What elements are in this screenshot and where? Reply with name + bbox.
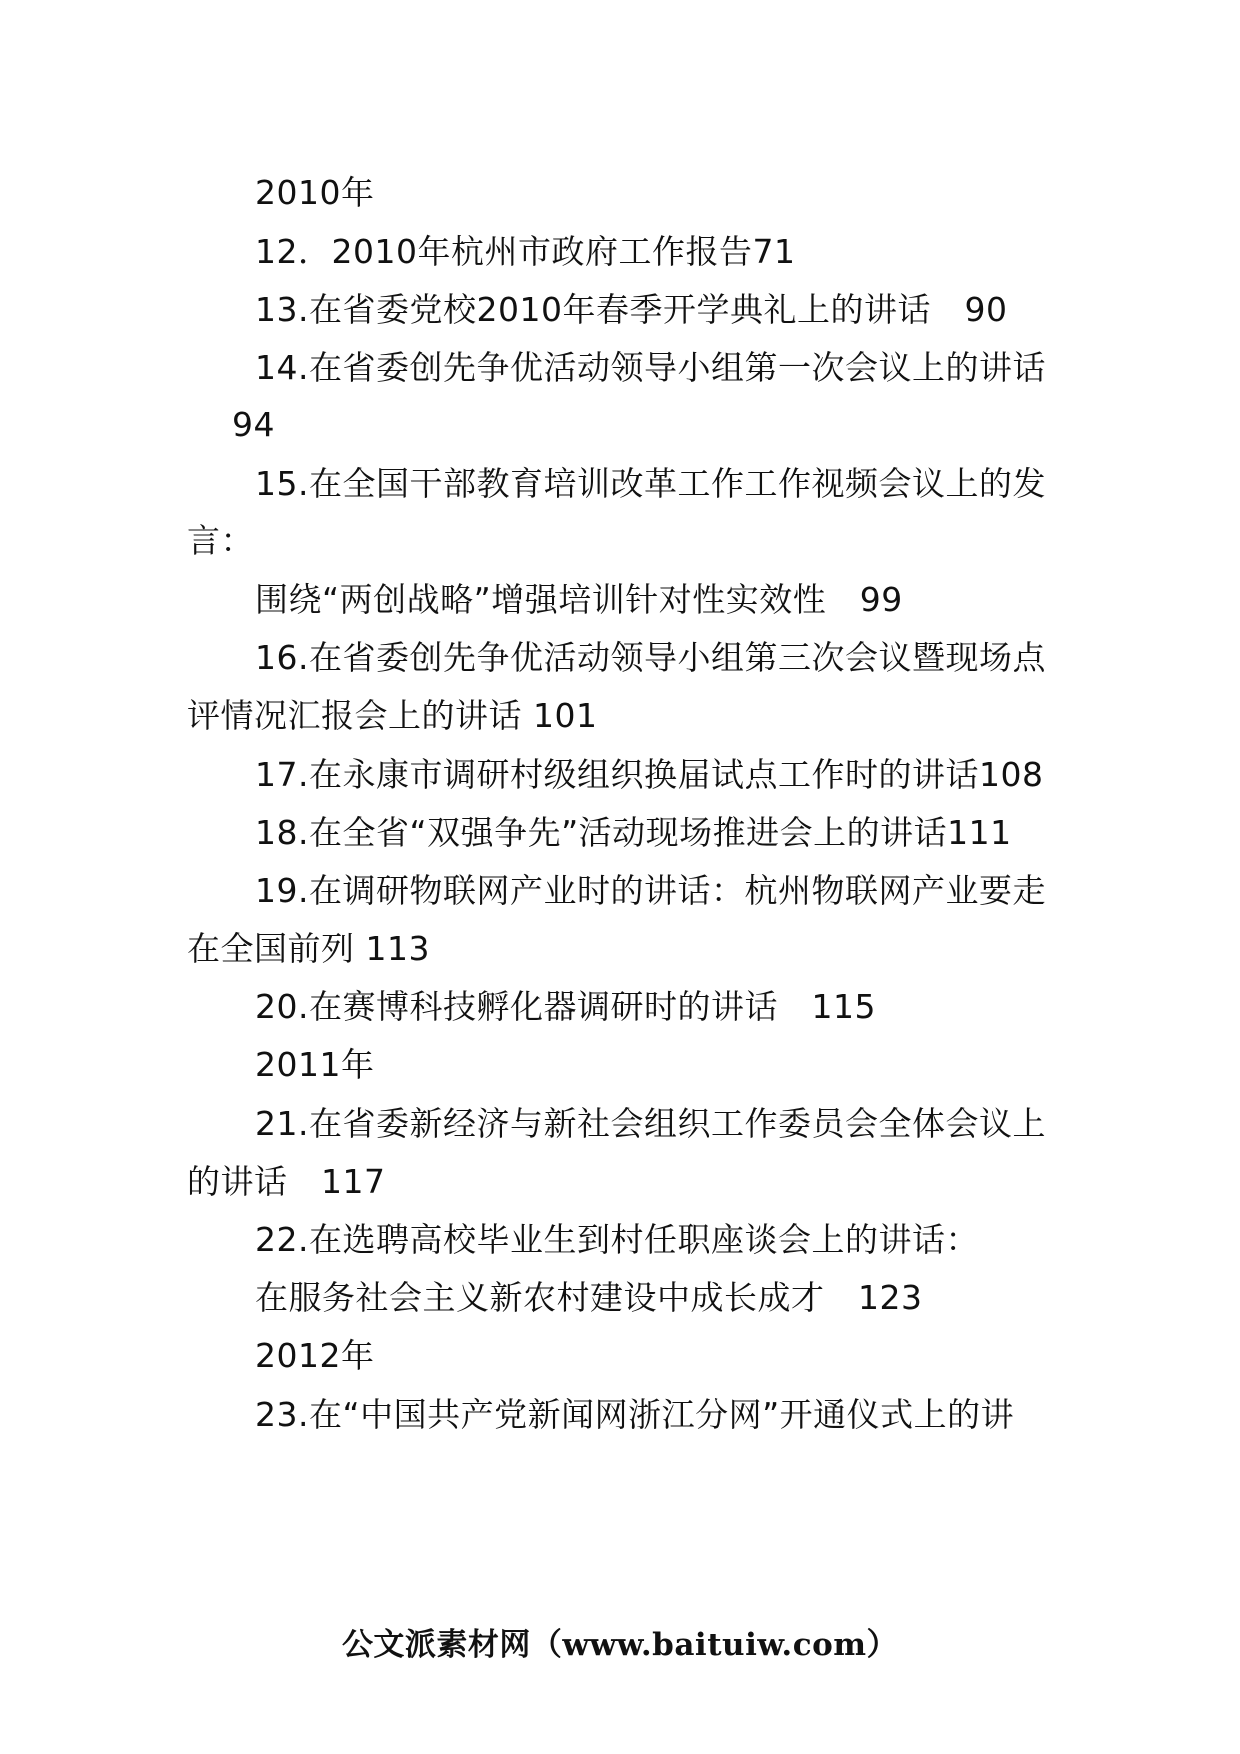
toc-entry-continuation: 评情况汇报会上的讲话 101 <box>187 696 598 735</box>
toc-entry: 15.在全国干部教育培训改革工作工作视频会议上的发 <box>255 464 1046 503</box>
toc-entry-continuation: 言： <box>187 521 254 560</box>
toc-entry-continuation: 在全国前列 113 <box>187 929 430 968</box>
toc-entry: 21.在省委新经济与新社会组织工作委员会全体会议上 <box>255 1104 1046 1143</box>
toc-entry: 19.在调研物联网产业时的讲话：杭州物联网产业要走 <box>255 871 1046 910</box>
toc-entry: 23.在“中国共产党新闻网浙江分网”开通仪式上的讲 <box>255 1395 1015 1434</box>
page-footer-watermark: 公文派素材网（www.baituiw.com） <box>341 1627 899 1663</box>
toc-year-heading: 2010年 <box>255 173 375 212</box>
toc-entry: 16.在省委创先争优活动领导小组第三次会议暨现场点 <box>255 638 1046 677</box>
toc-entry-subtitle: 围绕“两创战略”增强培训针对性实效性 99 <box>255 580 903 619</box>
toc-entry: 17.在永康市调研村级组织换届试点工作时的讲话108 <box>255 755 1044 794</box>
toc-entry-continuation: 的讲话 117 <box>187 1162 386 1201</box>
toc-entry-subtitle: 在服务社会主义新农村建设中成长成才 123 <box>255 1278 923 1317</box>
toc-entry: 18.在全省“双强争先”活动现场推进会上的讲话111 <box>255 813 1012 852</box>
toc-year-heading: 2012年 <box>255 1336 375 1375</box>
toc-entry: 22.在选聘高校毕业生到村任职座谈会上的讲话： <box>255 1220 979 1259</box>
toc-entry: 13.在省委党校2010年春季开学典礼上的讲话 90 <box>255 290 1008 329</box>
toc-entry: 12．2010年杭州市政府工作报告71 <box>255 232 796 271</box>
toc-year-heading: 2011年 <box>255 1045 375 1084</box>
toc-entry-page-number: 94 <box>232 405 275 444</box>
toc-entry: 20.在赛博科技孵化器调研时的讲话 115 <box>255 987 876 1026</box>
toc-entry: 14.在省委创先争优活动领导小组第一次会议上的讲话 <box>255 348 1046 387</box>
